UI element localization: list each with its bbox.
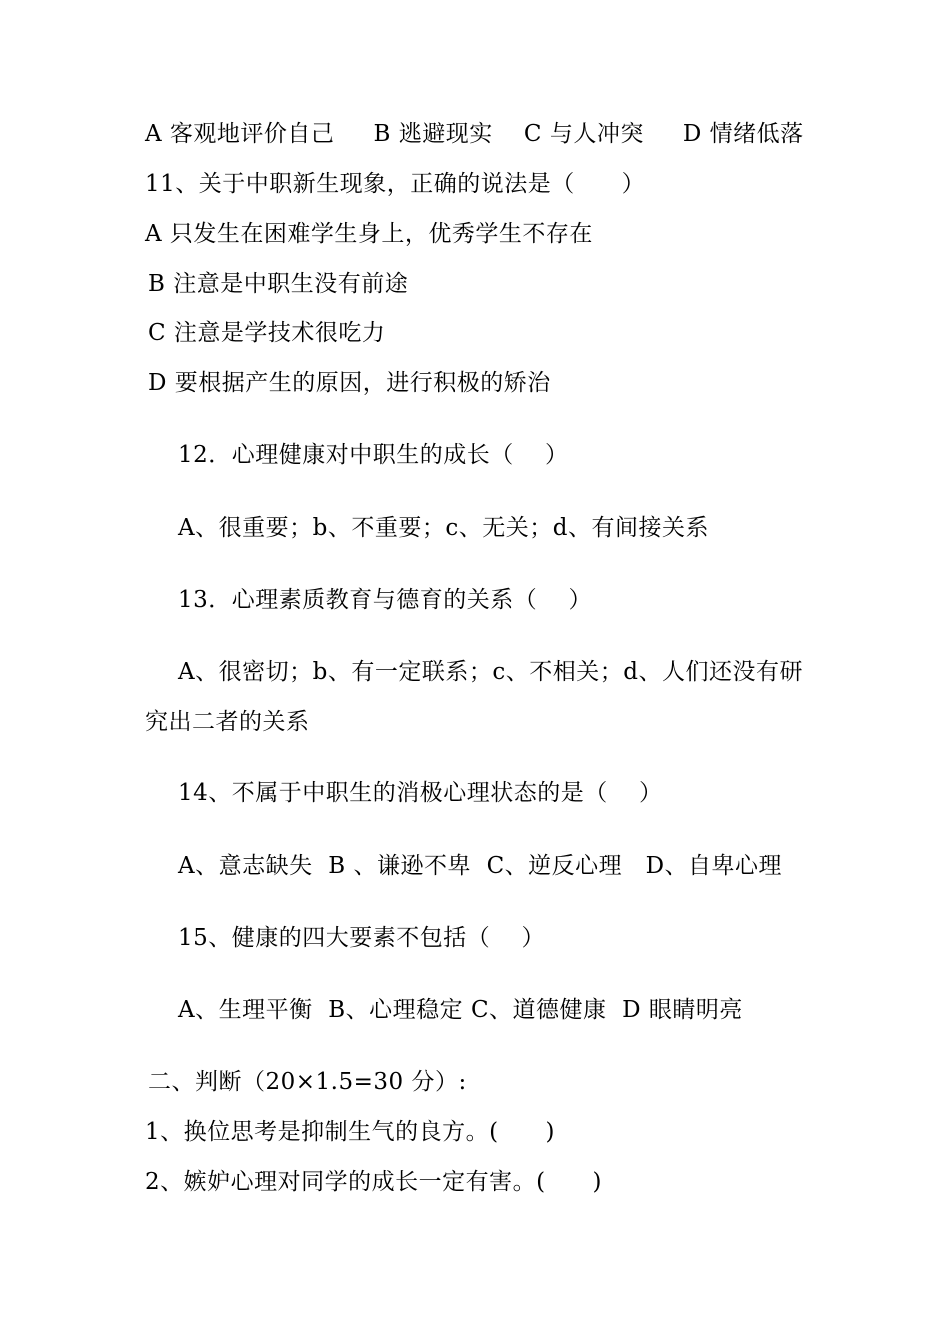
q11-option-b: B 注意是中职生没有前途 <box>148 271 409 297</box>
q13-options: A、很密切；b、有一定联系；c、不相关；d、人们还没有研 <box>178 659 803 685</box>
q14-options: A、意志缺失 B 、谦逊不卑 C、逆反心理 D、自卑心理 <box>178 853 783 879</box>
q13-options-continued: 究出二者的关系 <box>145 709 310 735</box>
q11-option-a: A 只发生在困难学生身上，优秀学生不存在 <box>145 221 593 247</box>
judgement-item-2: 2、嫉妒心理对同学的成长一定有害。( ) <box>145 1169 602 1195</box>
section-heading-judgement: 二、判断（20×1.5=30 分）: <box>148 1069 467 1095</box>
q12-stem: 12．心理健康对中职生的成长（ ） <box>178 442 569 468</box>
q15-options: A、生理平衡 B、心理稳定 C、道德健康 D 眼睛明亮 <box>178 997 743 1023</box>
q14-stem: 14、不属于中职生的消极心理状态的是（ ） <box>178 780 663 806</box>
q13-stem: 13．心理素质教育与德育的关系（ ） <box>178 587 593 613</box>
q11-option-d: D 要根据产生的原因，进行积极的矫治 <box>148 370 551 396</box>
q11-option-c: C 注意是学技术很吃力 <box>148 320 386 346</box>
judgement-item-1: 1、换位思考是抑制生气的良方。( ) <box>145 1119 555 1145</box>
q15-stem: 15、健康的四大要素不包括（ ） <box>178 925 546 951</box>
q12-options: A、很重要；b、不重要；c、无关；d、有间接关系 <box>178 515 709 541</box>
q10-options: A 客观地评价自己 B 逃避现实 C 与人冲突 D 情绪低落 <box>145 121 804 147</box>
q11-stem: 11、关于中职新生现象，正确的说法是（ ） <box>145 171 646 197</box>
